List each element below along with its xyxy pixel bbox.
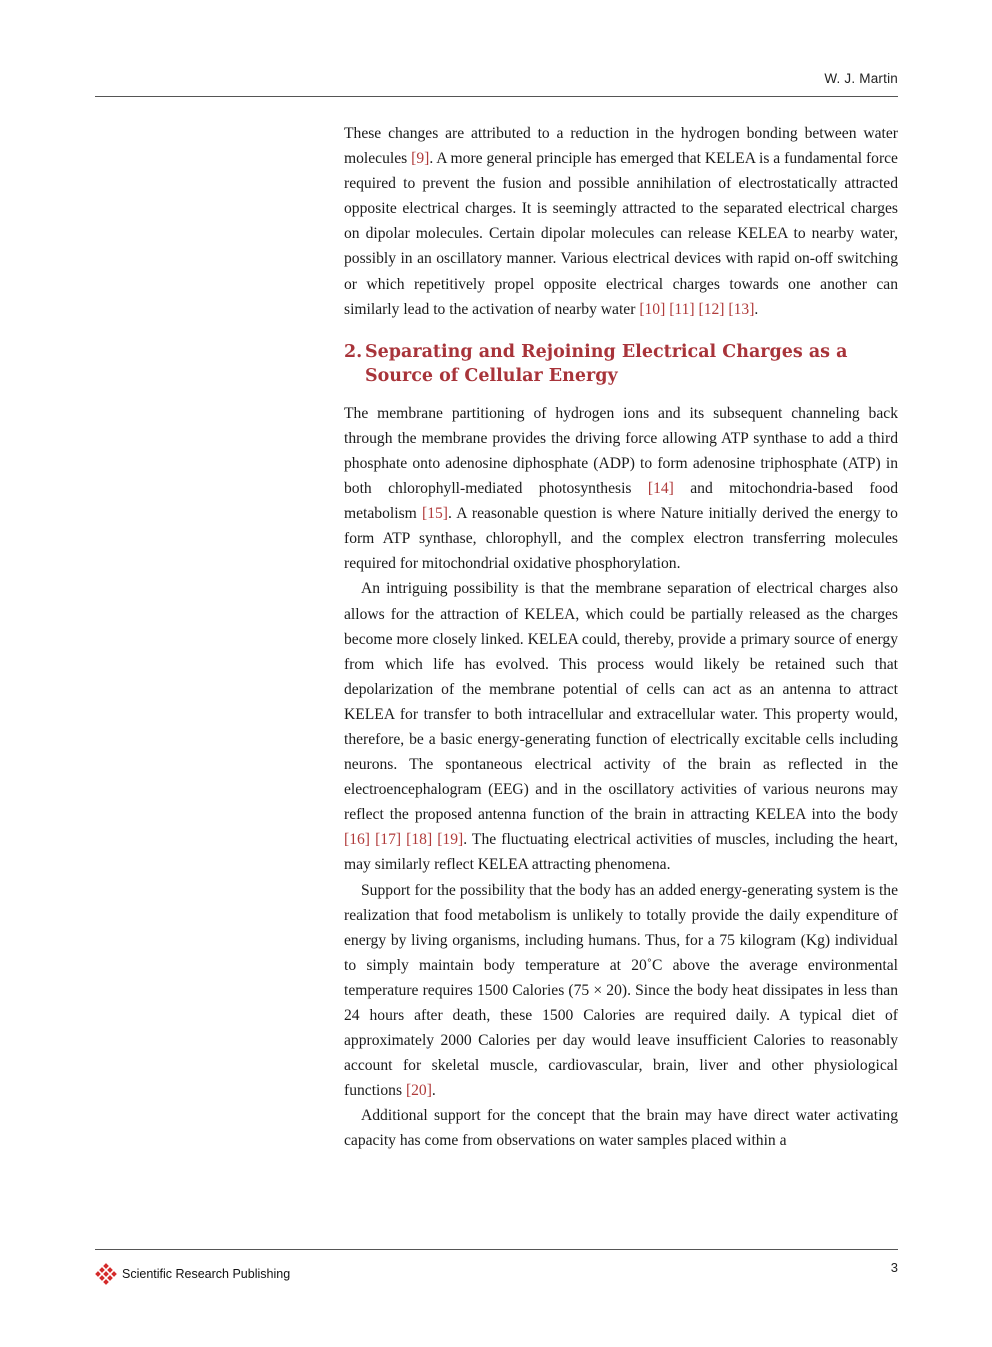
citation-link[interactable]: [20] [405, 1082, 432, 1100]
paragraph-3: An intriguing possibility is that the membrane separation of electrical charges also allows for the attraction of KELEA, which could be partially released as the charges become more closely linked. KELEA could, thereby, provide a primary source of energy from which life has evolved. This process would likely be retained such that depolarization of the membrane potential of cells can act as an antenna to attract KELEA for transfer to both intracellular and extracellular water. This property would, therefore, be a basic energy-generating function of electrically excitable cells including neurons. The spontaneous electrical activity of the brain as reflected in the electroencephalogram (EEG) and in the oscillatory activities of various neurons may reflect the proposed antenna function of the brain in attracting KELEA into the body [16] [17] [18] [19]. The fluctuating electrical activities of muscles, including the heart, may similarly reflect KELEA attracting phenomena. [344, 580, 898, 874]
main-text-column [344, 121, 898, 1154]
publisher-name: Scientific Research Publishing [122, 1267, 291, 1281]
paragraph-4: Support for the possibility that the body has an added energy-generating system is the realization that food metabolism is unlikely to totally provide the daily expenditure of energy by living organisms, including humans. Thus, for a 75 kilogram (Kg) individual to simply maintain body temperature at 20˚C above the average environmental temperature requires 1500 Calories (75 × 20). Since the body heat dissipates in less than 24 hours after death, these 1500 Calories are required daily. A typical diet of approximately 2000 Calories per day would leave insufficient Calories to reasonably account for skeletal muscle, cardiovascular, brain, liver and other physiological functions [20]. [344, 881, 898, 1100]
scirp-logo-icon [95, 1263, 117, 1285]
paragraph-5: Additional support for the concept that the brain may have direct water activating capacity has come from observations on water samples placed within a [344, 1107, 898, 1150]
citation-link[interactable]: [10] [639, 300, 666, 318]
publisher-brand[interactable] [95, 1263, 290, 1285]
citation-link[interactable]: [13] [728, 300, 755, 318]
citation-link[interactable]: [15] [422, 505, 448, 523]
citation-link[interactable]: [9] [411, 150, 430, 168]
citation-link[interactable]: [17] [375, 831, 402, 849]
section-heading [344, 340, 898, 388]
citation-link[interactable]: [12] [698, 300, 725, 318]
citation-link[interactable]: [14] [647, 480, 674, 498]
page-footer [95, 1249, 898, 1281]
citation-link[interactable]: [16] [344, 831, 370, 849]
citation-link[interactable]: [18] [406, 831, 433, 849]
citation-link[interactable]: [11] [669, 300, 695, 318]
running-author: W. J. Martin [824, 71, 898, 86]
page-number: 3 [890, 1260, 898, 1275]
section-number: 2. [344, 341, 363, 362]
citation-link[interactable]: [19] [437, 831, 464, 849]
paragraph-2: The membrane partitioning of hydrogen ions and its subsequent channeling back through the membrane provides the driving force allowing ATP synthase to add a third phosphate onto adenosine diphosphate (ADP) to form adenosine triphosphate (ATP) in both chlorophyll-mediated photosynthesis [14] and mitochondria-based food metabolism [15]. A reasonable question is where Nature initially derived the energy to form ATP synthase, chlorophyll, and the complex electron transferring molecules required for mitochondrial oxidative phosphorylation. [344, 404, 899, 573]
page-header [95, 66, 898, 97]
section-title: Separating and Rejoining Electrical Charges as a Source of Cellular Energy [365, 341, 848, 386]
paragraph-1: These changes are attributed to a reduction in the hydrogen bonding between water molecules [9]. A more general principle has emerged that KELEA is a fundamental force required to prevent the fusion and possible annihilation of electrostatically attracted opposite electrical charges. It is seemingly attracted to the separated electrical charges on dipolar molecules. Certain dipolar molecules can release KELEA to nearby water, possibly in an oscillatory manner. Various electrical devices with rapid on-off switching or which repetitively propel opposite electrical charges towards one another can similarly lead to the activation of nearby water [10] [11] [12] [13]. [344, 125, 898, 318]
